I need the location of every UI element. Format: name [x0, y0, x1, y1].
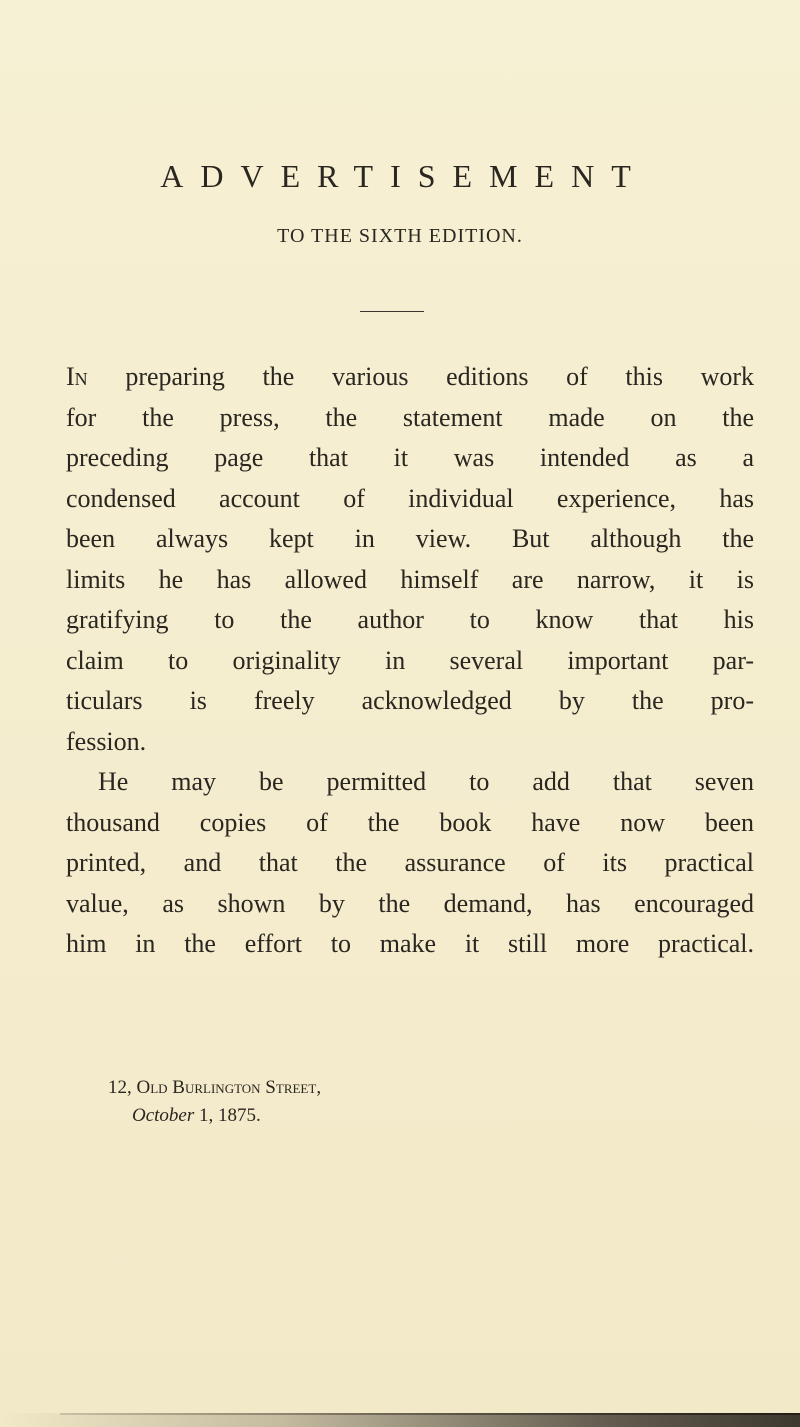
text-line: claim to originality in several important par- — [66, 645, 754, 675]
divider — [360, 311, 424, 312]
text-line: ticulars is freely acknowledged by the pro- — [66, 686, 754, 715]
page-edge-shadow — [0, 1413, 800, 1427]
text-line: thousand copies of the book have now been — [66, 807, 754, 837]
text-line: him in the effort to make it still more practical. — [66, 929, 754, 958]
text-line: value, as shown by the demand, has encouraged — [66, 888, 754, 918]
body-text — [66, 357, 754, 965]
text-line: fession. — [66, 726, 147, 756]
text-line: printed, and that the assurance of its practical — [66, 848, 754, 877]
text-line: condensed account of individual experience, has — [66, 483, 754, 513]
text-line: gratifying to the author to know that his — [66, 605, 754, 634]
signature-block — [108, 1074, 321, 1130]
signature-month: October — [132, 1105, 195, 1126]
text-line: preceding page that it was intended as a — [66, 443, 754, 472]
page-title: ADVERTISEMENT — [160, 158, 648, 194]
text-line-content: preparing the various editions of this work — [125, 362, 755, 391]
text-line: limits he has allowed himself are narrow, it is — [66, 564, 754, 594]
text-line: been always kept in view. But although the — [66, 524, 754, 553]
signature-date-rest: 1, 1875. — [194, 1105, 261, 1126]
signature-address: 12, Old Burlington Street, — [108, 1077, 322, 1098]
page-subtitle: TO THE SIXTH EDITION. — [277, 225, 523, 247]
text-line: for the press, the statement made on the — [66, 402, 754, 432]
paragraph-2 — [66, 762, 754, 965]
text-line — [66, 357, 754, 398]
lead-word: In — [66, 362, 88, 391]
signature-date — [108, 1102, 321, 1130]
paragraph-1 — [66, 357, 754, 762]
text-line: He may be permitted to add that seven — [98, 767, 754, 796]
